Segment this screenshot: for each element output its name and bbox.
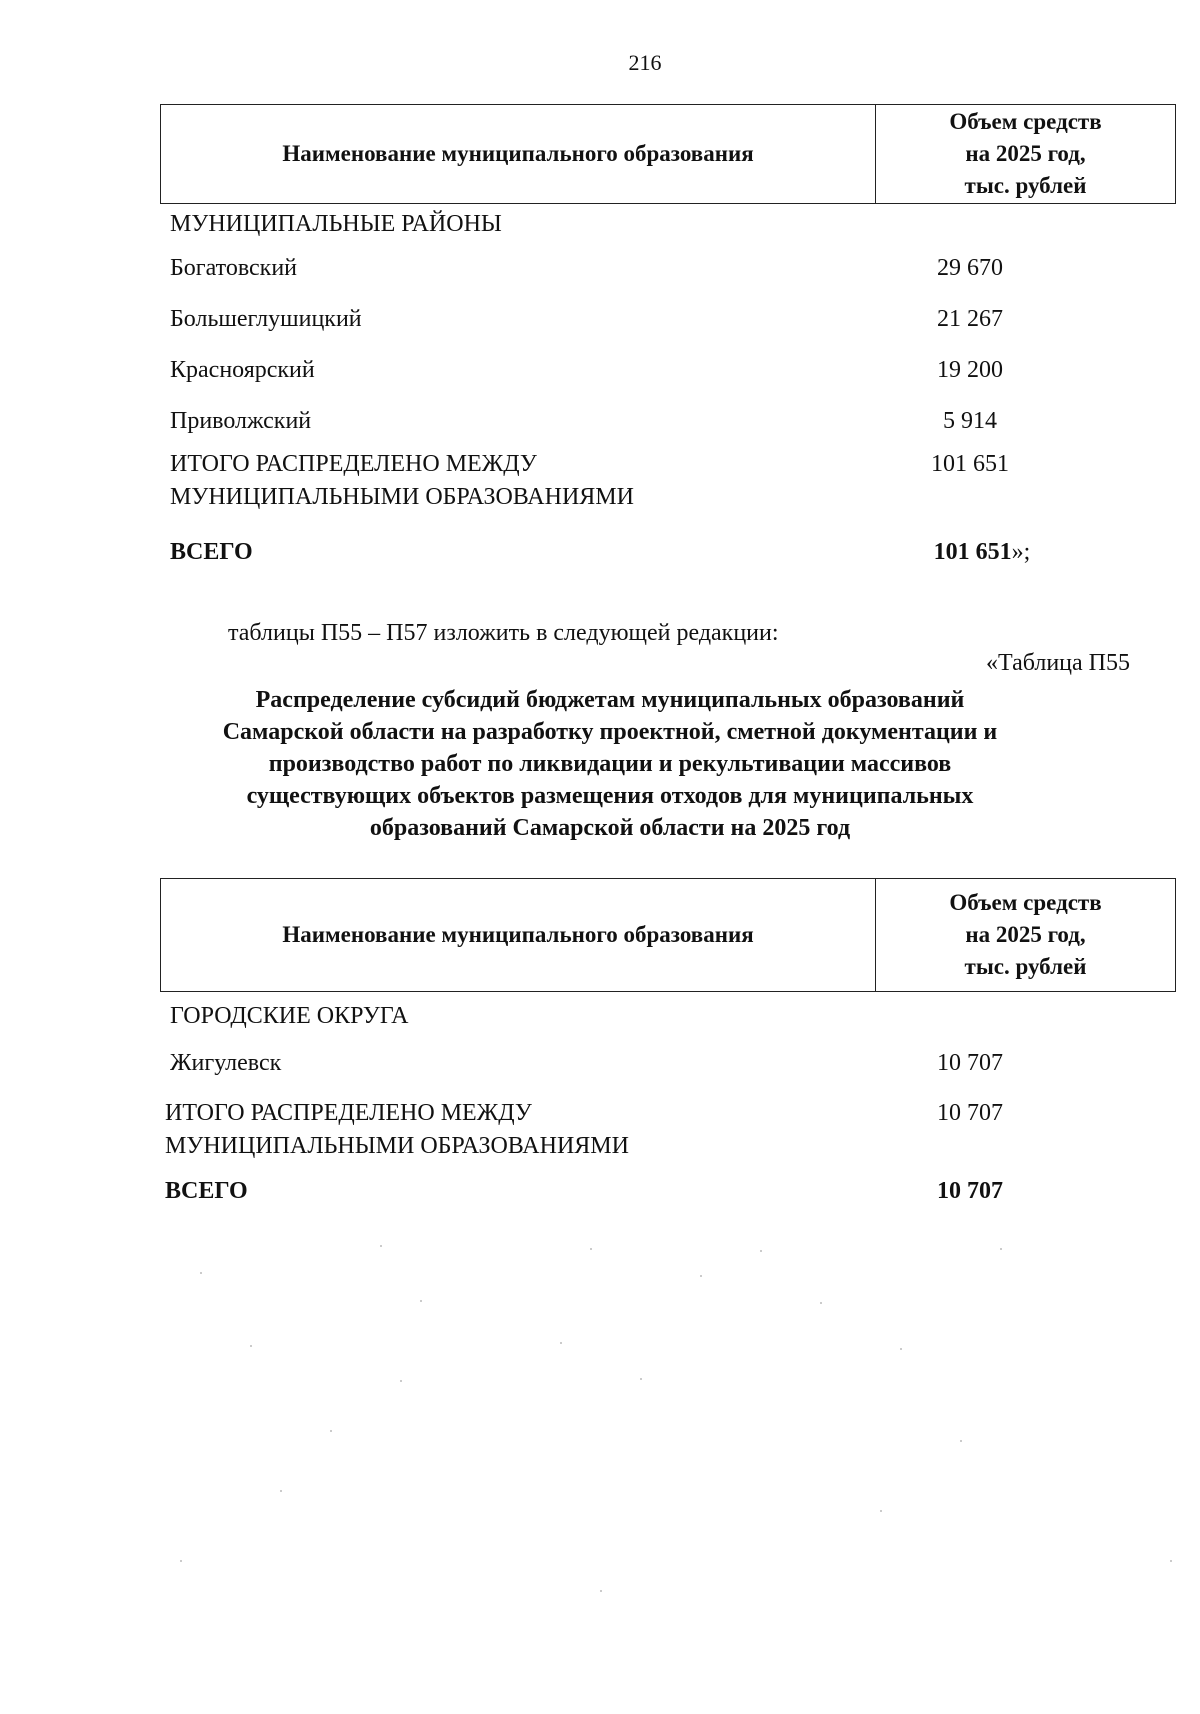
table1-header — [160, 104, 1176, 204]
table1-value-column-header: Объем средств на 2025 год, тыс. рублей — [949, 109, 1102, 198]
table-title: Распределение субсидий бюджетам муниципальных образований Самарской области на разработку проектной, сметной документации и производство работ по ликвидации и рекультивации массивов существующих объектов размещения отходов для муниципальных образований Самарской области на 2025 год — [222, 687, 998, 841]
table2-value-column-header: Объем средств на 2025 год, тыс. рублей — [949, 890, 1102, 979]
table2-name-column-header: Наименование муниципального образования — [161, 879, 876, 991]
table1-name-column-header: Наименование муниципального образования — [161, 105, 876, 203]
page-number: 216 — [628, 50, 662, 75]
table-label: «Таблица П55 — [986, 650, 1130, 676]
table2-header — [160, 878, 1176, 992]
instruction-text: таблицы П55 – П57 изложить в следующей редакции: — [228, 620, 779, 646]
